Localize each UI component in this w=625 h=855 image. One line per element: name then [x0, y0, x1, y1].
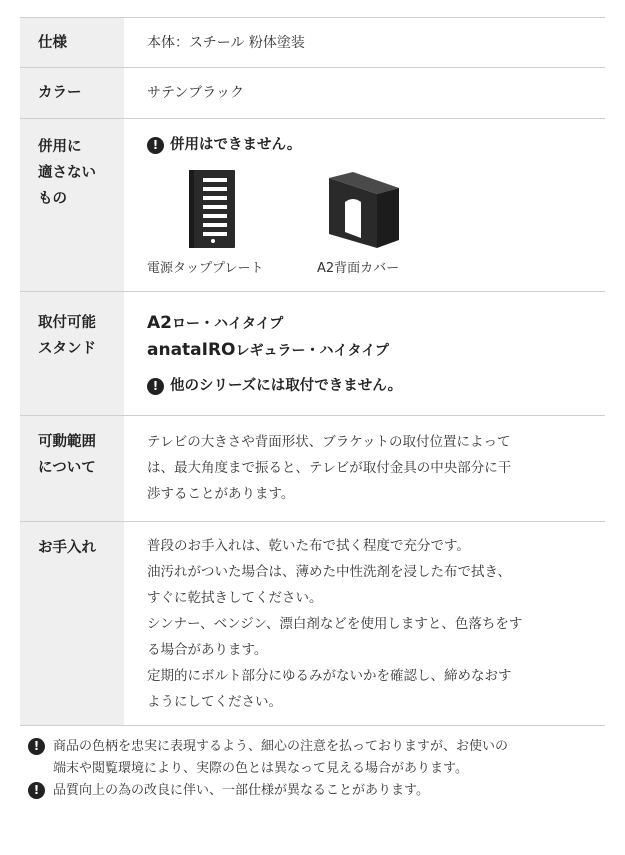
- product-label: 電源タッププレート: [147, 261, 264, 276]
- spec-label-text: カラー: [38, 85, 82, 101]
- exclamation-circle-icon: !: [147, 137, 164, 154]
- spec-value-care: [124, 522, 605, 725]
- care-text-line: 普段のお手入れは、乾いた布で拭く程度で充分です。: [147, 538, 470, 554]
- spec-label-line: 併用に: [38, 139, 82, 155]
- footnote-line: 品質向上の為の改良に伴い、一部仕様が異なることがあります。: [53, 783, 429, 798]
- footnote-line: 端末や閲覧環境により、実際の色とは異なって見える場合があります。: [53, 761, 468, 776]
- spec-label-material: [20, 18, 124, 67]
- incompatible-products: [147, 168, 605, 278]
- stands-warning-text: 他のシリーズには取付できません。: [170, 378, 403, 394]
- product-label: A2背面カバー: [317, 261, 400, 276]
- spec-label-text: お手入れ: [38, 540, 96, 556]
- stand-line-a2: [147, 310, 605, 337]
- incompatible-warning: [147, 132, 605, 158]
- stand-series-name: A2: [147, 313, 172, 333]
- spec-label-incompatible: [20, 119, 124, 291]
- spec-value-stands: [124, 292, 605, 415]
- stand-line-anatairo: [147, 337, 605, 364]
- spec-value-range: [124, 416, 605, 521]
- spec-label-line: もの: [38, 191, 67, 207]
- care-text-line: すぐに乾拭きしてください。: [147, 590, 323, 606]
- spec-row-stands: [20, 292, 605, 416]
- spec-label-care: [20, 522, 124, 725]
- exclamation-circle-icon: !: [28, 738, 45, 755]
- power-tap-plate-image: [147, 168, 317, 250]
- range-text-line: テレビの大きさや背面形状、ブラケットの取付位置によって: [147, 434, 511, 450]
- stand-series-name: anataIRO: [147, 340, 236, 360]
- stand-series-types: レギュラー・ハイタイプ: [235, 343, 389, 359]
- footnote-spec-change: [28, 780, 608, 802]
- spec-label-color: [20, 68, 124, 118]
- care-text-line: 定期的にボルト部分にゆるみがないかを確認し、締めなおす: [147, 668, 512, 684]
- spec-value-text: サテンブラック: [147, 85, 245, 101]
- care-text-line: シンナー、ベンジン、漂白剤などを使用しますと、色落ちをす: [147, 616, 523, 632]
- spec-label-range: [20, 416, 124, 521]
- care-text-line: る場合があります。: [147, 642, 268, 658]
- spec-row-incompatible: [20, 119, 605, 292]
- spec-row-range: [20, 416, 605, 522]
- product-back-cover: [317, 168, 437, 278]
- footnote-line: 商品の色柄を忠実に表現するよう、細心の注意を払っておりますが、お使いの: [53, 739, 509, 754]
- spec-label-line: 適さない: [38, 165, 96, 181]
- spec-row-color: [20, 68, 605, 119]
- footnote-text: [53, 736, 508, 780]
- spec-table: [20, 17, 605, 726]
- stand-series-types: ロー・ハイタイプ: [172, 316, 284, 332]
- spec-label-stands: [20, 292, 124, 415]
- spec-value-color: [124, 68, 605, 118]
- footnotes: [28, 736, 608, 802]
- spec-label-line: 可動範囲: [38, 434, 96, 450]
- exclamation-circle-icon: !: [28, 782, 45, 799]
- range-text-line: 渉することがあります。: [147, 486, 295, 502]
- spec-value-material: [124, 18, 605, 67]
- product-power-plate: [147, 168, 317, 278]
- spec-label-text: 仕様: [38, 35, 67, 51]
- spec-row-material: [20, 18, 605, 68]
- stands-warning: [147, 373, 605, 399]
- exclamation-circle-icon: !: [147, 378, 164, 395]
- spec-label-line: スタンド: [38, 341, 96, 357]
- range-text-line: は、最大角度まで振ると、テレビが取付金具の中央部分に干: [147, 460, 512, 476]
- spec-label-line: 取付可能: [38, 315, 96, 331]
- care-text-line: ようにしてください。: [147, 694, 282, 710]
- spec-row-care: [20, 522, 605, 726]
- a2-back-cover-image: [317, 168, 437, 250]
- care-text-line: 油汚れがついた場合は、薄めた中性洗剤を浸した布で拭き、: [147, 564, 511, 580]
- spec-label-line: について: [38, 460, 96, 476]
- footnote-color: [28, 736, 608, 780]
- spec-value-incompatible: [124, 119, 605, 291]
- incompatible-warning-text: 併用はできません。: [170, 137, 302, 153]
- footnote-text: [53, 780, 429, 802]
- spec-value-text: 本体：スチール 粉体塗装: [147, 35, 305, 51]
